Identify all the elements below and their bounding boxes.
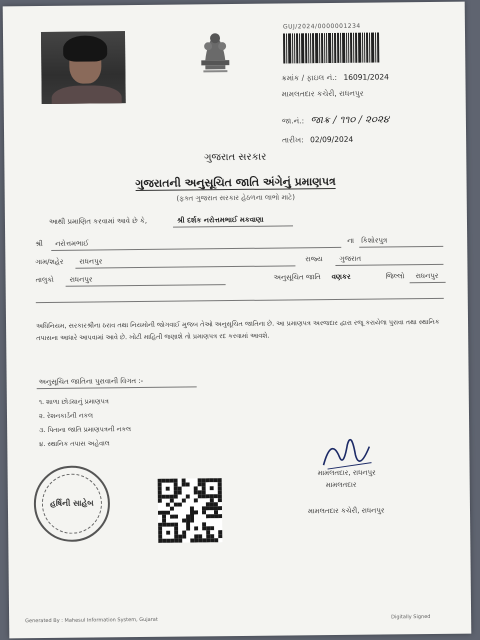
certificate-paragraph: અધિનિયમ, સરકારશ્રીના ઠરાવ તથા નિયમોની જોગવાઈ મુજબ તેઓ અનુસૂચિત જાતિના છે. આ પ્રમાણપત્ર અરજદાર દ્વારા રજૂ કરાયેલા પુરાવા તથા સ્થાનિક તપાસના આધારે આપવામાં આવે છે. ખોટી માહિતી જણાશે તો પ્રમાણપત્ર રદ કરવામાં આવશે.	[36, 317, 440, 343]
evidence-item-2: ૨. રેશનકાર્ડની નકલ	[38, 411, 94, 421]
signatory-line-2: મામલતદાર	[325, 480, 357, 490]
taluka-label: તાલુકો	[35, 275, 54, 285]
evidence-item-1: ૧. શાળા છોડ્યાનું પ્રમાણપત્ર	[38, 397, 109, 407]
relation-value: કિશોરપુત્ર	[361, 236, 388, 245]
barcode-block	[283, 22, 403, 67]
state-label: રાજ્ય	[305, 255, 323, 264]
barcode-text: GUJ/2024/0000001234	[282, 22, 361, 31]
relation-label: ના	[347, 236, 355, 245]
applicant-name: શ્રી દર્શક નરોત્તમભાઈ મકવાણા	[176, 215, 264, 225]
footer-left: Generated By : Mahesul Information System, Gujarat	[25, 616, 158, 625]
district-underline	[410, 282, 446, 283]
district-value: રાધનપુર	[415, 271, 439, 281]
signatory-line-1: મામલતદાર, રાધનપુર	[317, 468, 376, 478]
father-label: શ્રી	[35, 240, 43, 249]
certificate-title: ગુજરાતની અનુસૂચિત જાતિ અંગેનું પ્રમાણપત્ર	[135, 174, 336, 191]
signatory-office: મામલતદાર કચેરી, રાધનપુર	[307, 506, 385, 516]
caste-value: વણકર	[331, 272, 351, 282]
state-value: ગુજરાત	[339, 254, 362, 263]
office-line: મામલતદાર કચેરી, રાધનપુર	[281, 88, 364, 99]
taluka-value: રાધનપુર	[69, 275, 93, 284]
village-underline	[75, 265, 295, 268]
barcode-icon	[283, 32, 401, 63]
evidence-item-3: ૩. પિતાના જાતિ પ્રમાણપત્રની નકલ	[39, 425, 132, 435]
certificate-note: (ફક્ત ગુજરાત સરકાર હેઠળના લાભો માટે)	[176, 193, 295, 203]
footer-right: Digitally Signed	[391, 613, 431, 621]
district-label: જિલ્લો	[385, 272, 405, 281]
divider	[36, 298, 444, 303]
evidence-heading: અનુસૂચિત જાતિના પુરાવાની વિગત :-	[38, 376, 144, 387]
ref-number: ક્રમાંક / ફાઇલ નં.: 16091/2024	[281, 72, 389, 83]
applicant-photo	[41, 31, 126, 104]
state-emblem-icon	[193, 24, 238, 76]
outward-number: જા.નં.: જાક્ર / ૧૧૦ / ૨૦૨૪	[281, 114, 390, 127]
name-underline	[173, 225, 293, 227]
village-value: રાધનપુર	[79, 257, 103, 266]
issued-by-label: આથી પ્રમાણિત કરવામાં આવે છે કે,	[48, 216, 148, 226]
father-underline	[51, 247, 341, 251]
issue-date: તારીખ: 02/09/2024	[282, 134, 354, 145]
caste-label: અનુસૂચિત જાતિ	[273, 273, 321, 282]
village-label: ગામ/શહેર	[35, 257, 64, 267]
father-name: નરોત્તમભાઈ	[55, 239, 89, 248]
relation-underline	[359, 246, 443, 248]
qr-code-icon	[158, 478, 223, 543]
evidence-item-4: ૪. સ્થાનિક તપાસ અહેવાલ	[39, 439, 110, 449]
state-underline	[335, 264, 443, 266]
issuer-title: ગુજરાત સરકાર	[204, 151, 267, 164]
official-seal: હર્ષિની સાહેબ	[34, 465, 111, 542]
certificate-page	[3, 2, 472, 639]
